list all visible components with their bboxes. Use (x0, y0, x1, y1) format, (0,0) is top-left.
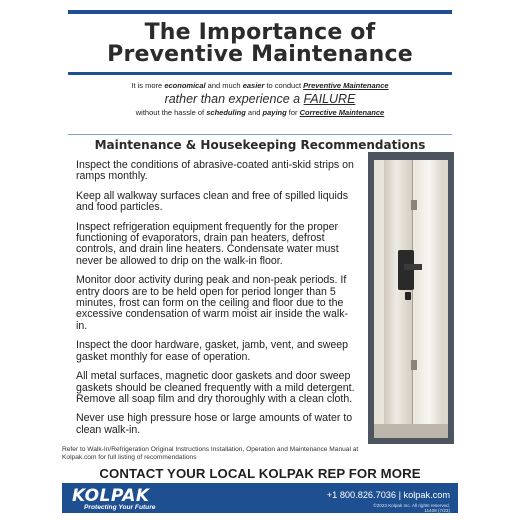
door-leaf (414, 160, 444, 438)
intro-text-span: It is more (131, 81, 165, 90)
page-title (68, 22, 452, 66)
section-divider (68, 134, 452, 135)
walk-in-door-photo (374, 160, 448, 438)
recommendation-item: Inspect the conditions of abrasive-coated anti-skid strips on ramps monthly. (76, 159, 354, 183)
intro-text-span: rather than experience a (164, 92, 304, 106)
recommendations-list (76, 160, 358, 444)
recommendation-item: Inspect the door hardware, gasket, jamb, vent, and sweep gasket monthly for ease of operation. (76, 339, 349, 363)
intro-text-span: for (286, 108, 300, 117)
call-to-action: CONTACT YOUR LOCAL KOLPAK REP FOR MORE (99, 466, 421, 481)
intro-emphasis: Preventive Maintenance (303, 81, 389, 90)
top-accent-bar (68, 10, 452, 14)
intro-text (68, 80, 452, 118)
door-latch (404, 264, 422, 270)
recommendation-item: Never use high pressure hose or large amounts of water to clean walk-in. (76, 412, 353, 436)
document-code: 11408 (7/23) (424, 508, 450, 513)
title-line-1: The Importance of (144, 20, 376, 45)
intro-line-1 (68, 80, 452, 91)
title-divider (68, 72, 452, 75)
recommendation-item: Inspect refrigeration equipment frequently for the proper functioning of evaporators, drain pan heaters, defrost controls, and drain line heaters. Condensate water must never be allowed to drip on the walk-in floor. (76, 220, 339, 267)
intro-emphasis: paying (262, 108, 287, 117)
kolpak-logo: KOLPAK (72, 486, 150, 506)
copyright-notice (373, 503, 450, 513)
lock-icon (405, 292, 411, 300)
hinge-icon (411, 360, 417, 370)
intro-line-3 (68, 107, 452, 118)
door-handle (398, 250, 414, 290)
hinge-icon (411, 200, 417, 210)
recommendation-item: All metal surfaces, magnetic door gaskets and door sweep gaskets should be cleaned frequently with a mild detergent. Remove all soap film and dry thoroughly with a clean cloth. (76, 370, 355, 405)
intro-text-span: and (245, 108, 263, 117)
intro-emphasis: economical (164, 81, 206, 90)
intro-emphasis: easier (242, 81, 265, 90)
recommendation-item: Keep all walkway surfaces clean and free of spilled liquids and food particles. (76, 189, 349, 214)
floor (374, 424, 448, 438)
logo-tagline: Protecting Your Future (84, 504, 156, 511)
recommendation-item: Monitor door activity during peak and non-peak periods. If entry doors are to be held open for period longer than 5 minutes, frost can form on the ceiling and floor due to the excessive condensation of warm moist air inside the walk-in. (76, 274, 349, 332)
intro-text-span: to conduct (264, 81, 304, 90)
title-line-2: Preventive Maintenance (107, 42, 413, 67)
failure-emphasis: FAILURE (303, 92, 356, 106)
intro-emphasis: scheduling (206, 108, 246, 117)
intro-emphasis: Corrective Maintenance (299, 108, 385, 117)
intro-text-span: and much (205, 81, 243, 90)
reference-note: Refer to Walk-In/Refrigeration Original Instructions Installation, Operation and Maintenance Manual at Kolpak.com for full listing of recommendations (62, 446, 359, 461)
section-heading: Maintenance & Housekeeping Recommendations (94, 138, 426, 152)
intro-line-2 (68, 91, 452, 107)
copyright-text: ©2023 Kolpak Inc. All rights reserved. (373, 503, 450, 508)
footer-bar (62, 483, 458, 513)
contact-info[interactable]: +1 800.826.7036 | kolpak.com (326, 490, 450, 500)
intro-text-span: without the hassle of (135, 108, 207, 117)
